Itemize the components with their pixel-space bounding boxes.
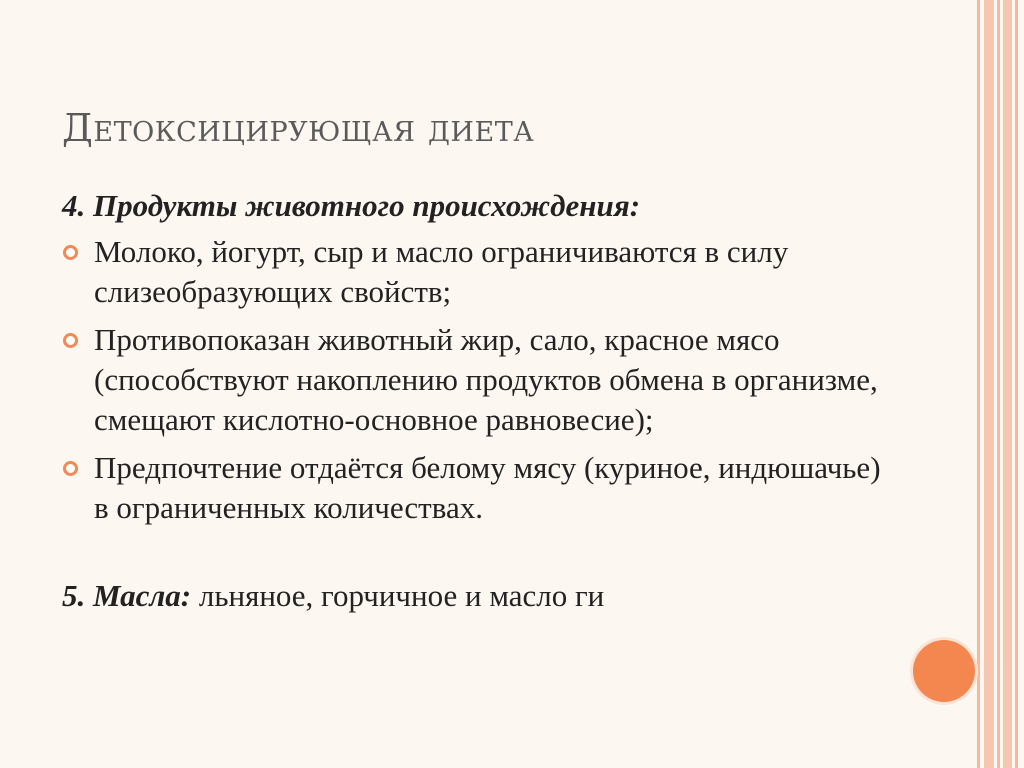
decor-stripe	[984, 0, 994, 768]
bullet-icon	[63, 245, 78, 260]
list-item	[62, 232, 882, 312]
list-item	[62, 320, 882, 440]
list-item	[62, 448, 882, 528]
list-item-text: Предпочтение отдаётся белому мясу (куриное, индюшачье) в ограниченных количествах.	[94, 450, 881, 525]
decor-circle	[913, 640, 975, 702]
oils-label: 5. Масла:	[62, 578, 192, 613]
oils-line	[62, 576, 882, 616]
decor-stripe	[977, 0, 980, 768]
section-heading: 4. Продукты животного происхождения:	[62, 188, 641, 223]
decor-stripe	[997, 0, 1000, 768]
bullet-icon	[63, 461, 78, 476]
list-item-text: Противопоказан животный жир, сало, красное мясо (способствуют накоплению продуктов обмена в организме, смещают кислотно-основное равновесие);	[94, 322, 878, 437]
bullet-list	[62, 232, 882, 528]
list-item-text: Молоко, йогурт, сыр и масло ограничиваются в силу слизеобразующих свойств;	[94, 234, 789, 309]
decor-stripe	[1015, 0, 1018, 768]
bullet-icon	[63, 333, 78, 348]
slide-title: Детоксицирующая диета	[62, 106, 535, 150]
decor-stripe	[1003, 0, 1012, 768]
oils-text: льняное, горчичное и масло ги	[191, 578, 605, 613]
slide-body	[62, 186, 882, 616]
